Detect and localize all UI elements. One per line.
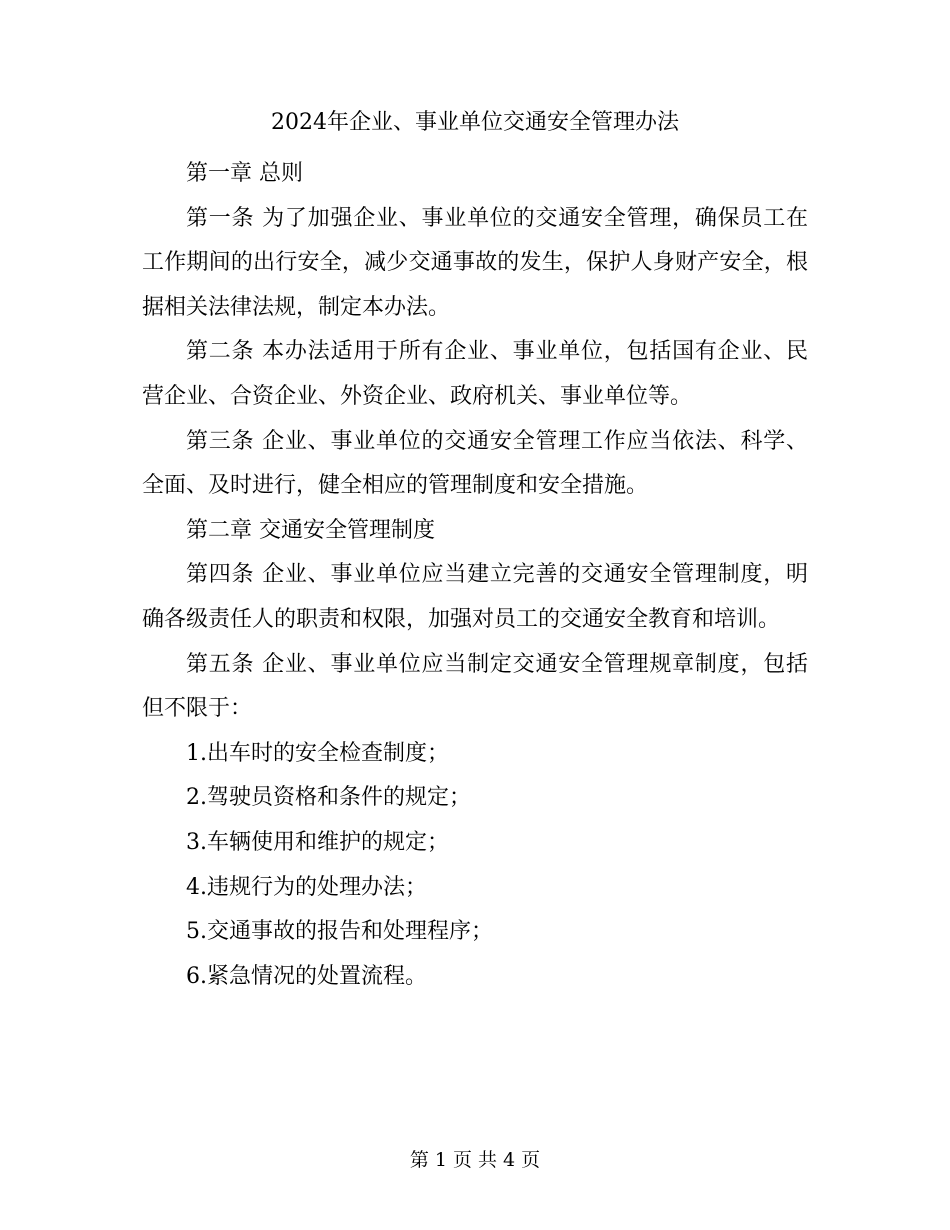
document-title: 2024年企业、事业单位交通安全管理办法 xyxy=(271,110,679,135)
rules-list xyxy=(142,732,808,1000)
document-body xyxy=(142,152,808,999)
list-item: 3.车辆使用和维护的规定； xyxy=(186,829,449,855)
list-item: 6.紧急情况的处置流程。 xyxy=(186,963,427,989)
article-paragraph: 第一条 为了加强企业、事业单位的交通安全管理，确保员工在工作期间的出行安全，减少交通事故的发生，保护人身财产安全，根据相关法律法规，制定本办法。 xyxy=(142,205,808,320)
page-number-footer: 第 1 页 共 4 页 xyxy=(409,1149,541,1171)
article-paragraph: 第三条 企业、事业单位的交通安全管理工作应当依法、科学、全面、及时进行，健全相应的管理制度和安全措施。 xyxy=(142,428,808,499)
article-paragraph: 第四条 企业、事业单位应当建立完善的交通安全管理制度，明确各级责任人的职责和权限，加强对员工的交通安全教育和培训。 xyxy=(142,562,808,632)
chapter-heading: 第二章 交通安全管理制度 xyxy=(186,517,435,543)
list-item: 1.出车时的安全检查制度； xyxy=(186,740,449,766)
list-item: 4.违规行为的处理办法； xyxy=(186,874,427,900)
list-item: 2.驾驶员资格和条件的规定； xyxy=(186,785,471,811)
article-paragraph: 第二条 本办法适用于所有企业、事业单位，包括国有企业、民营企业、合资企业、外资企业、政府机关、事业单位等。 xyxy=(142,339,808,409)
chapter-heading: 第一章 总则 xyxy=(186,161,303,186)
article-paragraph: 第五条 企业、事业单位应当制定交通安全管理规章制度，包括但不限于： xyxy=(142,651,808,722)
list-item: 5.交通事故的报告和处理程序； xyxy=(186,919,493,945)
